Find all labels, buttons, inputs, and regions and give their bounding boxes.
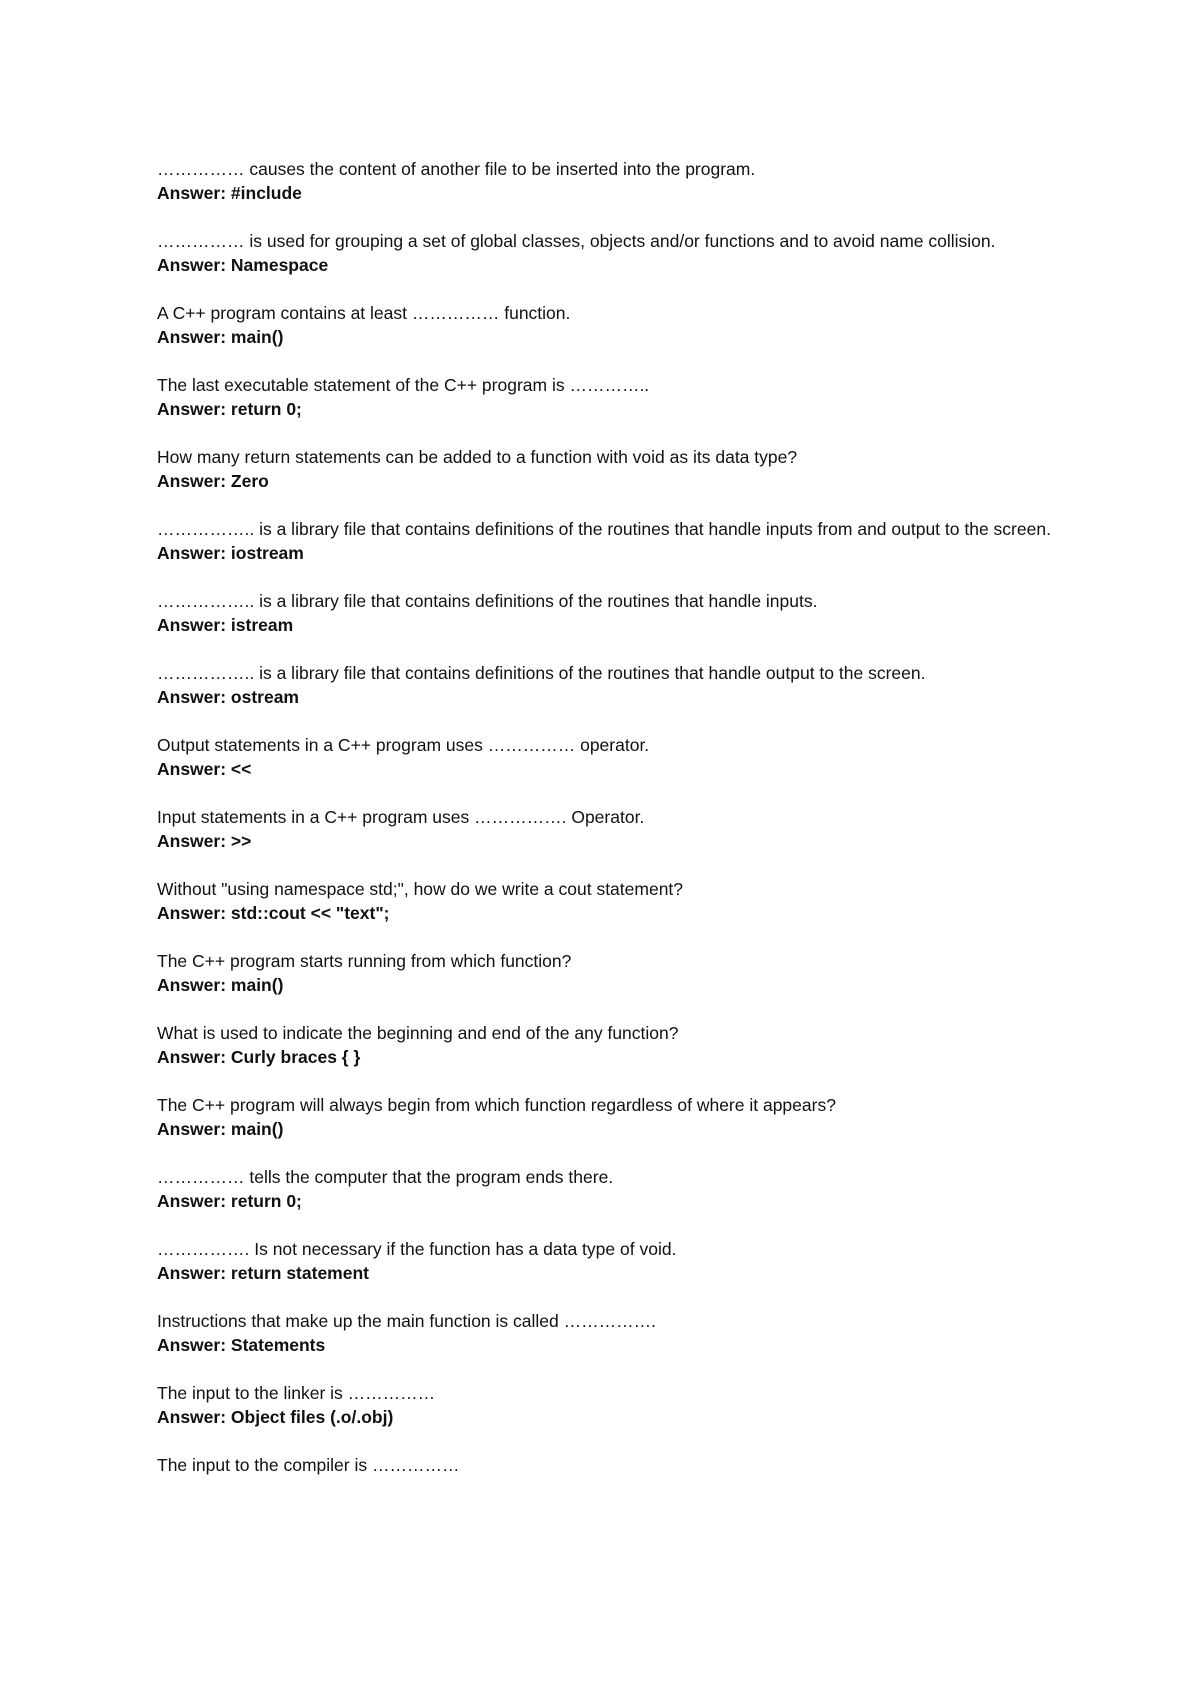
question-text: Instructions that make up the main function is called ……………. [157,1311,656,1331]
question-text: …………….. is a library file that contains definitions of the routines that handle output to the screen. [157,663,926,683]
qa-item-1 [157,157,1057,205]
answer-text: Answer: main() [157,1119,284,1139]
question-text: How many return statements can be added to a function with void as its data type? [157,447,798,467]
answer-text: Answer: Statements [157,1335,326,1355]
question-text: …………….. is a library file that contains definitions of the routines that handle inputs. [157,591,818,611]
answer-text: Answer: std::cout << "text"; [157,903,390,923]
qa-item-6 [157,517,1057,565]
answer-text: Answer: Namespace [157,255,329,275]
question-text: The C++ program starts running from which function? [157,951,572,971]
qa-item-14 [157,1093,1057,1141]
document-page [157,157,1057,1501]
qa-item-3 [157,301,1057,349]
answer-text: Answer: Object files (.o/.obj) [157,1407,394,1427]
question-text: …………….. is a library file that contains definitions of the routines that handle inputs from and output to the screen. [157,519,1051,539]
qa-item-8 [157,661,1057,709]
question-text: The input to the linker is …………… [157,1383,436,1403]
question-text: Without "using namespace std;", how do we write a cout statement? [157,879,684,899]
answer-text: Answer: istream [157,615,294,635]
answer-text: Answer: Zero [157,471,269,491]
answer-text: Answer: return 0; [157,1191,302,1211]
question-text: ……………. Is not necessary if the function has a data type of void. [157,1239,677,1259]
answer-text: Answer: return 0; [157,399,302,419]
qa-item-17 [157,1309,1057,1357]
qa-item-7 [157,589,1057,637]
question-text: The last executable statement of the C++ program is ………….. [157,375,650,395]
answer-text: Answer: main() [157,327,284,347]
qa-item-5 [157,445,1057,493]
qa-item-9 [157,733,1057,781]
answer-text: Answer: >> [157,831,252,851]
answer-text: Answer: return statement [157,1263,369,1283]
answer-text: Answer: << [157,759,252,779]
qa-item-4 [157,373,1057,421]
question-text: Input statements in a C++ program uses ……………. Operator. [157,807,645,827]
qa-item-2 [157,229,1057,277]
question-text: The input to the compiler is …………… [157,1455,460,1475]
question-text: …………… tells the computer that the program ends there. [157,1167,614,1187]
answer-text: Answer: Curly braces { } [157,1047,361,1067]
question-text: The C++ program will always begin from which function regardless of where it appears? [157,1095,836,1115]
qa-item-19 [157,1453,1057,1477]
question-text: …………… is used for grouping a set of global classes, objects and/or functions and to avoid name collision. [157,231,996,251]
qa-item-16 [157,1237,1057,1285]
question-text: Output statements in a C++ program uses …………… operator. [157,735,650,755]
qa-item-11 [157,877,1057,925]
answer-text: Answer: iostream [157,543,304,563]
answer-text: Answer: ostream [157,687,299,707]
qa-item-15 [157,1165,1057,1213]
qa-item-18 [157,1381,1057,1429]
answer-text: Answer: #include [157,183,302,203]
qa-item-10 [157,805,1057,853]
qa-item-12 [157,949,1057,997]
question-text: What is used to indicate the beginning and end of the any function? [157,1023,679,1043]
question-text: A C++ program contains at least …………… function. [157,303,571,323]
question-text: …………… causes the content of another file to be inserted into the program. [157,159,756,179]
answer-text: Answer: main() [157,975,284,995]
qa-item-13 [157,1021,1057,1069]
